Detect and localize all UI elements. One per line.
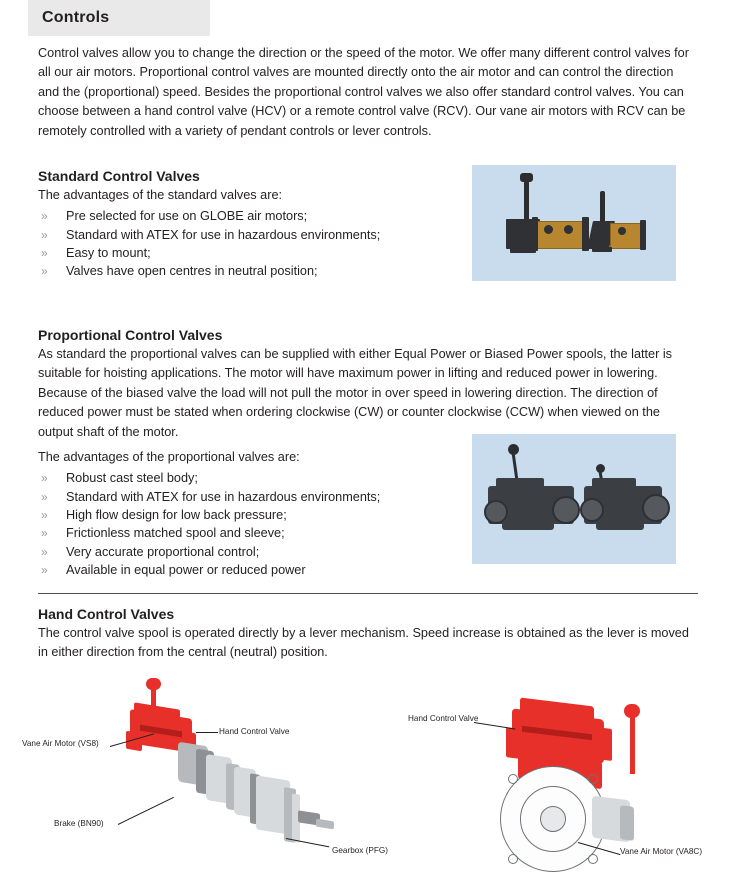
standard-bullet-list (38, 207, 458, 280)
standard-valves-photo (472, 165, 676, 281)
proportional-paragraph: As standard the proportional valves can be supplied with either Equal Power or Biased Power spools, the latter is suitable for hoisting applications. The motor will have maximum power in lifting and reduced power in lowering. Because of the biased valve the load will not pull the motor in over speed in lowering direction. The direction of reduced power must be stated when ordering clockwise (CW) or counter clockwise (CCW) when viewed on the output shaft of the motor. (38, 347, 673, 439)
page-title: Controls (42, 9, 110, 26)
list-item (38, 524, 458, 542)
bullet-marker-icon: » (41, 471, 48, 486)
label-gearbox: Gearbox (PFG) (332, 846, 388, 855)
standard-title: Standard Control Valves (38, 168, 200, 184)
label-vane-air-motor-right: Vane Air Motor (VA8C) (620, 847, 703, 856)
bullet-marker-icon: » (41, 209, 48, 224)
bullet-marker-icon: » (41, 489, 48, 504)
bullet-marker-icon: » (41, 562, 48, 577)
list-item-label: Pre selected for use on GLOBE air motors; (66, 209, 308, 224)
bullet-marker-icon: » (41, 246, 48, 260)
list-item (38, 262, 458, 280)
bullet-marker-icon: » (41, 227, 48, 242)
list-item (38, 488, 458, 506)
section-divider (38, 593, 698, 594)
list-item (38, 506, 458, 524)
intro-paragraph: Control valves allow you to change the direction or the speed of the motor. We offer many different control valves for all our air motors. Proportional control valves are mounted directly onto the air motor and can control the direction and the (proportional) speed. Besides the proportional control valves we also offer standard control valves. You can choose between a hand control valve (HCV) or a remote control valve (RCV). Our vane air motors with RCV can be remotely controlled with a variety of pendant controls or lever controls. (38, 46, 689, 138)
proportional-bullet-list (38, 469, 458, 579)
list-item (38, 561, 458, 579)
list-item-label: High flow design for low back pressure; (66, 508, 287, 522)
proportional-lead: The advantages of the proportional valves are: (38, 450, 300, 464)
standard-control-valves-section (38, 168, 458, 281)
bullet-marker-icon: » (41, 508, 48, 522)
bullet-marker-icon: » (41, 264, 48, 279)
proportional-control-valves-section (38, 327, 698, 442)
list-item-label: Valves have open centres in neutral position; (66, 264, 318, 279)
list-item-label: Available in equal power or reduced power (66, 562, 306, 577)
label-vane-air-motor-left: Vane Air Motor (VS8) (22, 739, 99, 748)
list-item-label: Standard with ATEX for use in hazardous environments; (66, 489, 381, 504)
list-item-label: Very accurate proportional control; (66, 544, 260, 559)
list-item-label: Robust cast steel body; (66, 471, 198, 486)
list-item (38, 469, 458, 487)
hand-paragraph: The control valve spool is operated directly by a lever mechanism. Speed increase is obtained as the lever is moved in either direction from the central (neutral) position. (38, 626, 689, 660)
hand-title: Hand Control Valves (38, 606, 175, 622)
technical-diagrams (0, 670, 738, 881)
hand-control-valves-section (38, 606, 698, 663)
list-item-label: Standard with ATEX for use in hazardous environments; (66, 227, 381, 242)
proportional-title: Proportional Control Valves (38, 327, 223, 343)
proportional-valves-photo (472, 434, 676, 564)
list-item (38, 207, 458, 225)
list-item (38, 244, 458, 262)
proportional-advantages-block (38, 448, 458, 579)
label-hand-control-valve-right: Hand Control Valve (408, 714, 479, 723)
list-item (38, 226, 458, 244)
label-brake: Brake (BN90) (54, 819, 104, 828)
bullet-marker-icon: » (41, 544, 48, 559)
list-item (38, 543, 458, 561)
list-item-label: Easy to mount; (66, 246, 151, 260)
label-hand-control-valve-left: Hand Control Valve (219, 727, 290, 736)
list-item-label: Frictionless matched spool and sleeve; (66, 526, 285, 541)
standard-lead: The advantages of the standard valves are: (38, 188, 283, 202)
section-header-tab (28, 0, 210, 36)
bullet-marker-icon: » (41, 526, 48, 541)
